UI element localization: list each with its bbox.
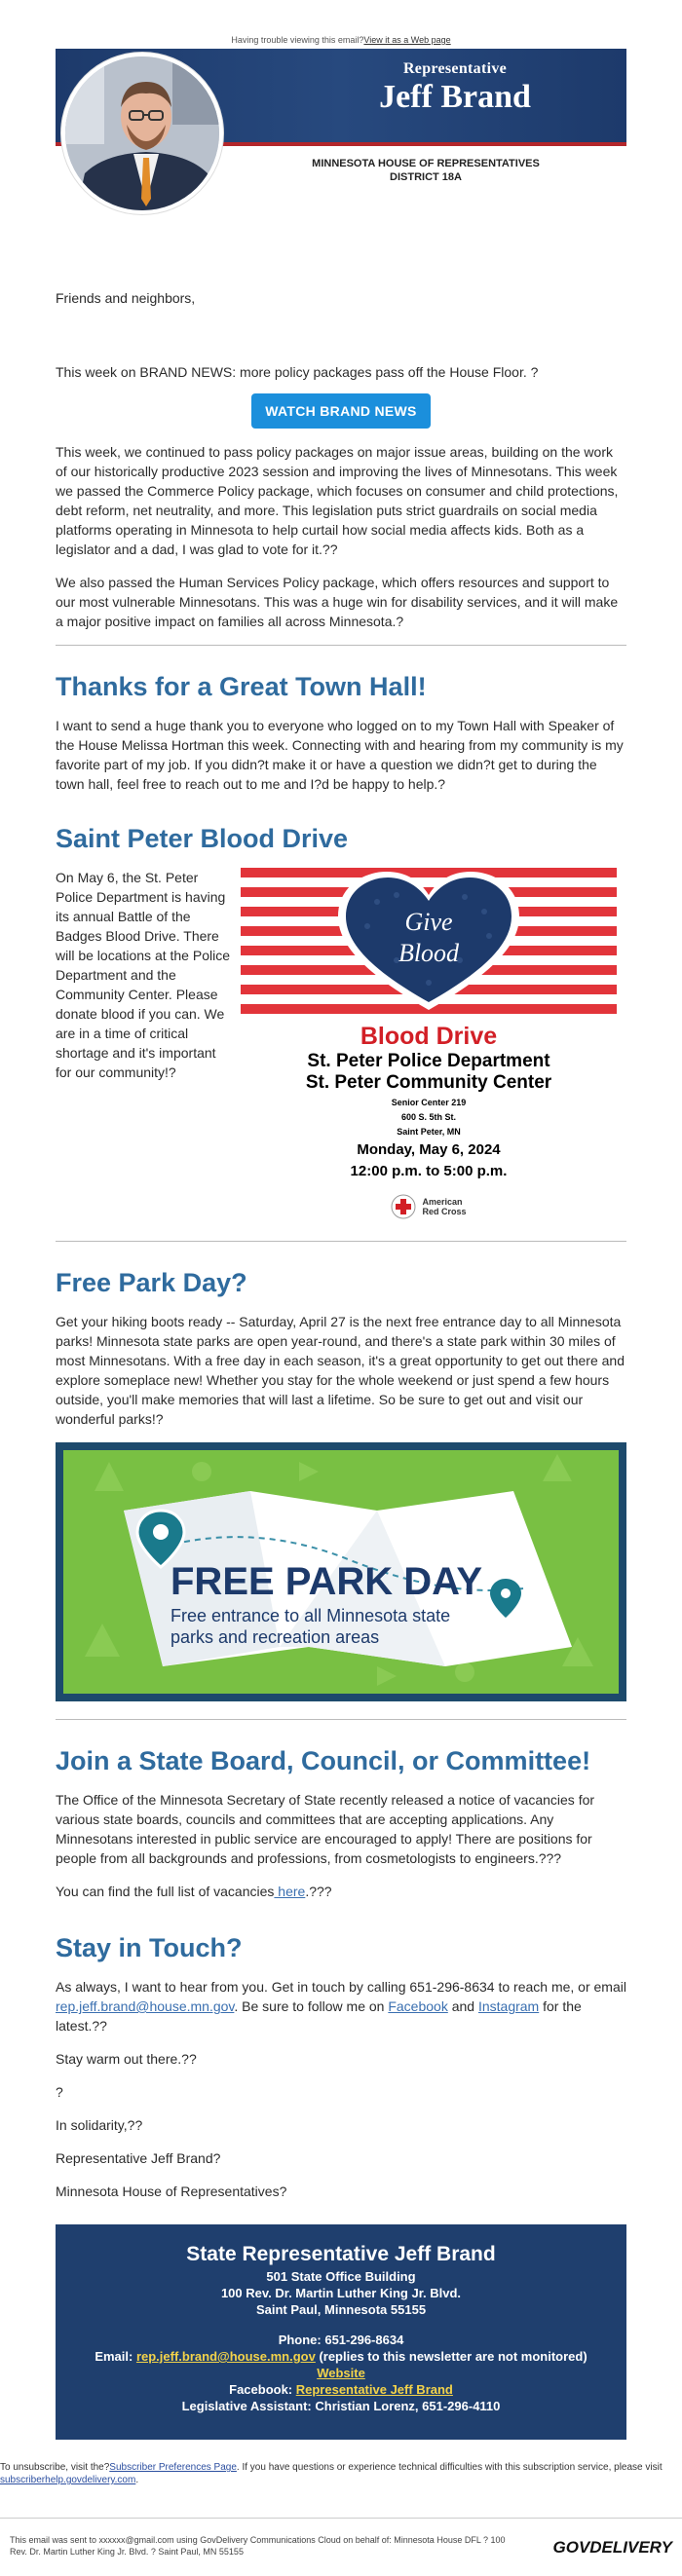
facebook-link[interactable]: Facebook	[388, 1998, 448, 2014]
paragraph: This week, we continued to pass policy packages on major issue areas, building on the work of our historically productive 2023 session and improving the lives of Minnesotans. This week we passed the Commerce Policy package, which focuses on consumer and child protections, debt reform, net neutrality, and more. This legislation puts strict guardrails on social media platforms operating in Minnesota to help curtail how social media affects kids. Both as a legislator and a dad, I was glad to vote for it.??	[56, 444, 619, 557]
vacancies-text	[56, 1882, 626, 1901]
unsubscribe-note	[0, 2440, 682, 2486]
subscriber-preferences-link[interactable]: Subscriber Preferences Page	[109, 2462, 237, 2473]
free-park-day-banner	[56, 1442, 626, 1701]
footer-email-line	[65, 2348, 617, 2365]
blood-drive-flyer	[241, 868, 617, 1219]
park-day-text: Get your hiking boots ready -- Saturday, April 27 is the next free entrance day to all Minnesota parks! Minnesota state parks are open year-round, and there's a state park within 30 miles of most Minnesotans. With a free day in each season, it's a great opportunity to get out there and explore someplace new! Whether you stay for the whole weekend or just spend a few hours outside, you'll make memories that will last a lifetime. So be sure to get out and visit our wonderful parks!?	[56, 1314, 625, 1427]
red-cross-line-1: American	[422, 1197, 463, 1207]
flyer-address-1: Senior Center 219	[391, 1098, 467, 1107]
newsletter-header	[56, 47, 626, 212]
email-body	[56, 47, 626, 2440]
spacer-text: ?	[56, 2084, 63, 2100]
flyer-address-2: 600 S. 5th St.	[400, 1112, 457, 1122]
stay-body-d: for the latest.??	[56, 1998, 582, 2034]
footer-email-note: (replies to this newsletter are not monitored)	[315, 2349, 587, 2364]
town-hall-text: I want to send a huge thank you to everyone who logged on to my Town Hall with Speaker of the House Melissa Hortman this week. Connecting with and hearing from my community is my favorite part of my job. If you didn?t make it or have a question we didn?t get to during the town hall, feel free to reach out to me and I?d be happy to help.?	[56, 718, 624, 792]
flyer-date: Monday, May 6, 2024	[357, 1141, 501, 1158]
govdelivery-logo[interactable]: GOVDELIVERY	[552, 2538, 672, 2557]
unsubscribe-middle: . If you have questions or experience technical difficulties with this subscription service, please visit	[236, 2462, 663, 2473]
stay-heading: Stay in Touch?	[56, 1933, 243, 1962]
blood-drive-section	[56, 868, 626, 1219]
boards-text: The Office of the Minnesota Secretary of State recently released a notice of vacancies for various state boards, councils and committees that are accepting applications. Any Minnesotans interested in public service are encouraged to apply! There are positions for people from all backgrounds and professions, from cosmetologists to engineers.???	[56, 1792, 595, 1866]
banner-subtitle-2: parks and recreation areas	[170, 1627, 380, 1647]
footer-email-label: Email:	[95, 2349, 136, 2364]
stay-text	[56, 1977, 626, 2035]
sender-footer	[0, 2518, 682, 2576]
flyer-location-2: St. Peter Community Center	[305, 1072, 552, 1093]
flyer-address-3: Saint Peter, MN	[397, 1127, 461, 1137]
banner-subtitle-1: Free entrance to all Minnesota state	[170, 1606, 451, 1625]
footer-assistant: Legislative Assistant: Christian Lorenz, 651-296-4110	[181, 2399, 501, 2413]
divider	[56, 645, 626, 646]
vacancies-link[interactable]: here	[274, 1884, 306, 1899]
boards-heading: Join a State Board, Council, or Committee!	[56, 1746, 591, 1775]
sender-line-1: This email was sent to xxxxxx@gmail.com using GovDelivery Communications Cloud on behalf of: Minnesota House DFL ? 100	[10, 2535, 506, 2545]
blood-drive-text: On May 6, the St. Peter Police Department is having its annual Battle of the Badges Blood Drive. There will be locations at the Police Department and the Community Center. Please donate blood if you can. We are in a time of critical shortage and it's important for our community!?	[56, 870, 230, 1080]
representative-portrait	[61, 53, 223, 214]
web-page-link[interactable]: View it as a Web page	[363, 35, 451, 45]
house-district	[280, 157, 572, 184]
flyer-location-1: St. Peter Police Department	[307, 1051, 550, 1071]
park-day-heading: Free Park Day?	[56, 1268, 247, 1297]
stay-body-c: and	[447, 1998, 478, 2014]
red-cross-line-2: Red Cross	[422, 1207, 467, 1216]
greeting: Friends and neighbors,	[56, 290, 196, 306]
footer-phone: Phone: 651-296-8634	[278, 2333, 404, 2347]
footer-title: State Representative Jeff Brand	[186, 2243, 496, 2265]
footer-facebook-link[interactable]: Representative Jeff Brand	[295, 2382, 453, 2397]
stay-body-b: . Be sure to follow me on	[234, 1998, 389, 2014]
red-cross-logo	[241, 1194, 617, 1219]
blood-drive-heading: Saint Peter Blood Drive	[56, 824, 349, 853]
footer-website-link[interactable]: Website	[317, 2366, 365, 2380]
district-name: DISTRICT 18A	[390, 171, 462, 183]
subscriber-help-link[interactable]: subscriberhelp.govdelivery.com	[0, 2475, 136, 2485]
rep-label: Representative	[402, 60, 508, 77]
sender-info	[0, 2534, 546, 2557]
header-title	[348, 60, 562, 117]
instagram-link[interactable]: Instagram	[477, 1998, 540, 2014]
footer-facebook-label: Facebook:	[229, 2382, 296, 2397]
watch-brand-news-button[interactable]: WATCH BRAND NEWS	[251, 393, 430, 429]
footer-address-3: Saint Paul, Minnesota 55155	[255, 2302, 427, 2317]
footer-address-2: 100 Rev. Dr. Martin Luther King Jr. Blvd.	[220, 2286, 462, 2300]
red-cross-text	[422, 1197, 466, 1216]
paragraph: We also passed the Human Services Policy package, which offers resources and support to our most vulnerable Minnesotans. This was a huge win for disability services, and it will make a major positive impact on families all across Minnesota.?	[56, 575, 619, 629]
house-name: MINNESOTA HOUSE OF REPRESENTATIVES	[312, 158, 540, 169]
vacancies-prefix: You can find the full list of vacancies	[56, 1884, 275, 1899]
town-hall-heading: Thanks for a Great Town Hall!	[56, 672, 427, 701]
unsubscribe-prefix: To unsubscribe, visit the?	[0, 2462, 110, 2473]
flyer-info	[241, 1022, 617, 1219]
intro-text: This week on BRAND NEWS: more policy packages pass off the House Floor. ?	[56, 364, 539, 380]
heart-text-give: Give	[404, 908, 453, 936]
signature-name: Representative Jeff Brand?	[56, 2150, 221, 2166]
footer-facebook-line	[65, 2381, 617, 2398]
preheader-text: Having trouble viewing this email?	[231, 35, 364, 45]
watch-button-row	[56, 393, 626, 429]
warm-text: Stay warm out there.??	[56, 2051, 197, 2067]
closing-text: In solidarity,??	[56, 2117, 143, 2133]
flyer-title: Blood Drive	[360, 1023, 498, 1050]
heart-text-blood: Blood	[398, 939, 460, 967]
signature-org: Minnesota House of Representatives?	[56, 2184, 287, 2199]
red-cross-icon	[391, 1194, 416, 1219]
footer-gap	[65, 2318, 617, 2332]
preheader	[0, 0, 682, 47]
vacancies-suffix: .???	[305, 1884, 332, 1899]
divider	[56, 1719, 626, 1720]
divider	[56, 1241, 626, 1242]
email-link[interactable]: rep.jeff.brand@house.mn.gov	[56, 1998, 235, 2014]
flag-heart-graphic	[241, 868, 617, 1014]
footer-email-link[interactable]: rep.jeff.brand@house.mn.gov	[135, 2349, 316, 2364]
sender-line-2: Rev. Dr. Martin Luther King Jr. Blvd. ? Saint Paul, MN 55155	[10, 2547, 244, 2557]
rep-name: Jeff Brand	[379, 79, 531, 115]
stay-body-a: As always, I want to hear from you. Get in touch by calling 651-296-8634 to reach me, or email	[56, 1979, 626, 1995]
flyer-time: 12:00 p.m. to 5:00 p.m.	[350, 1163, 508, 1179]
unsubscribe-suffix: .	[135, 2475, 139, 2485]
footer-address-1: 501 State Office Building	[266, 2269, 416, 2284]
contact-footer	[56, 2224, 626, 2440]
footer-website-line	[65, 2365, 617, 2381]
banner-title: FREE PARK DAY	[170, 1560, 483, 1603]
